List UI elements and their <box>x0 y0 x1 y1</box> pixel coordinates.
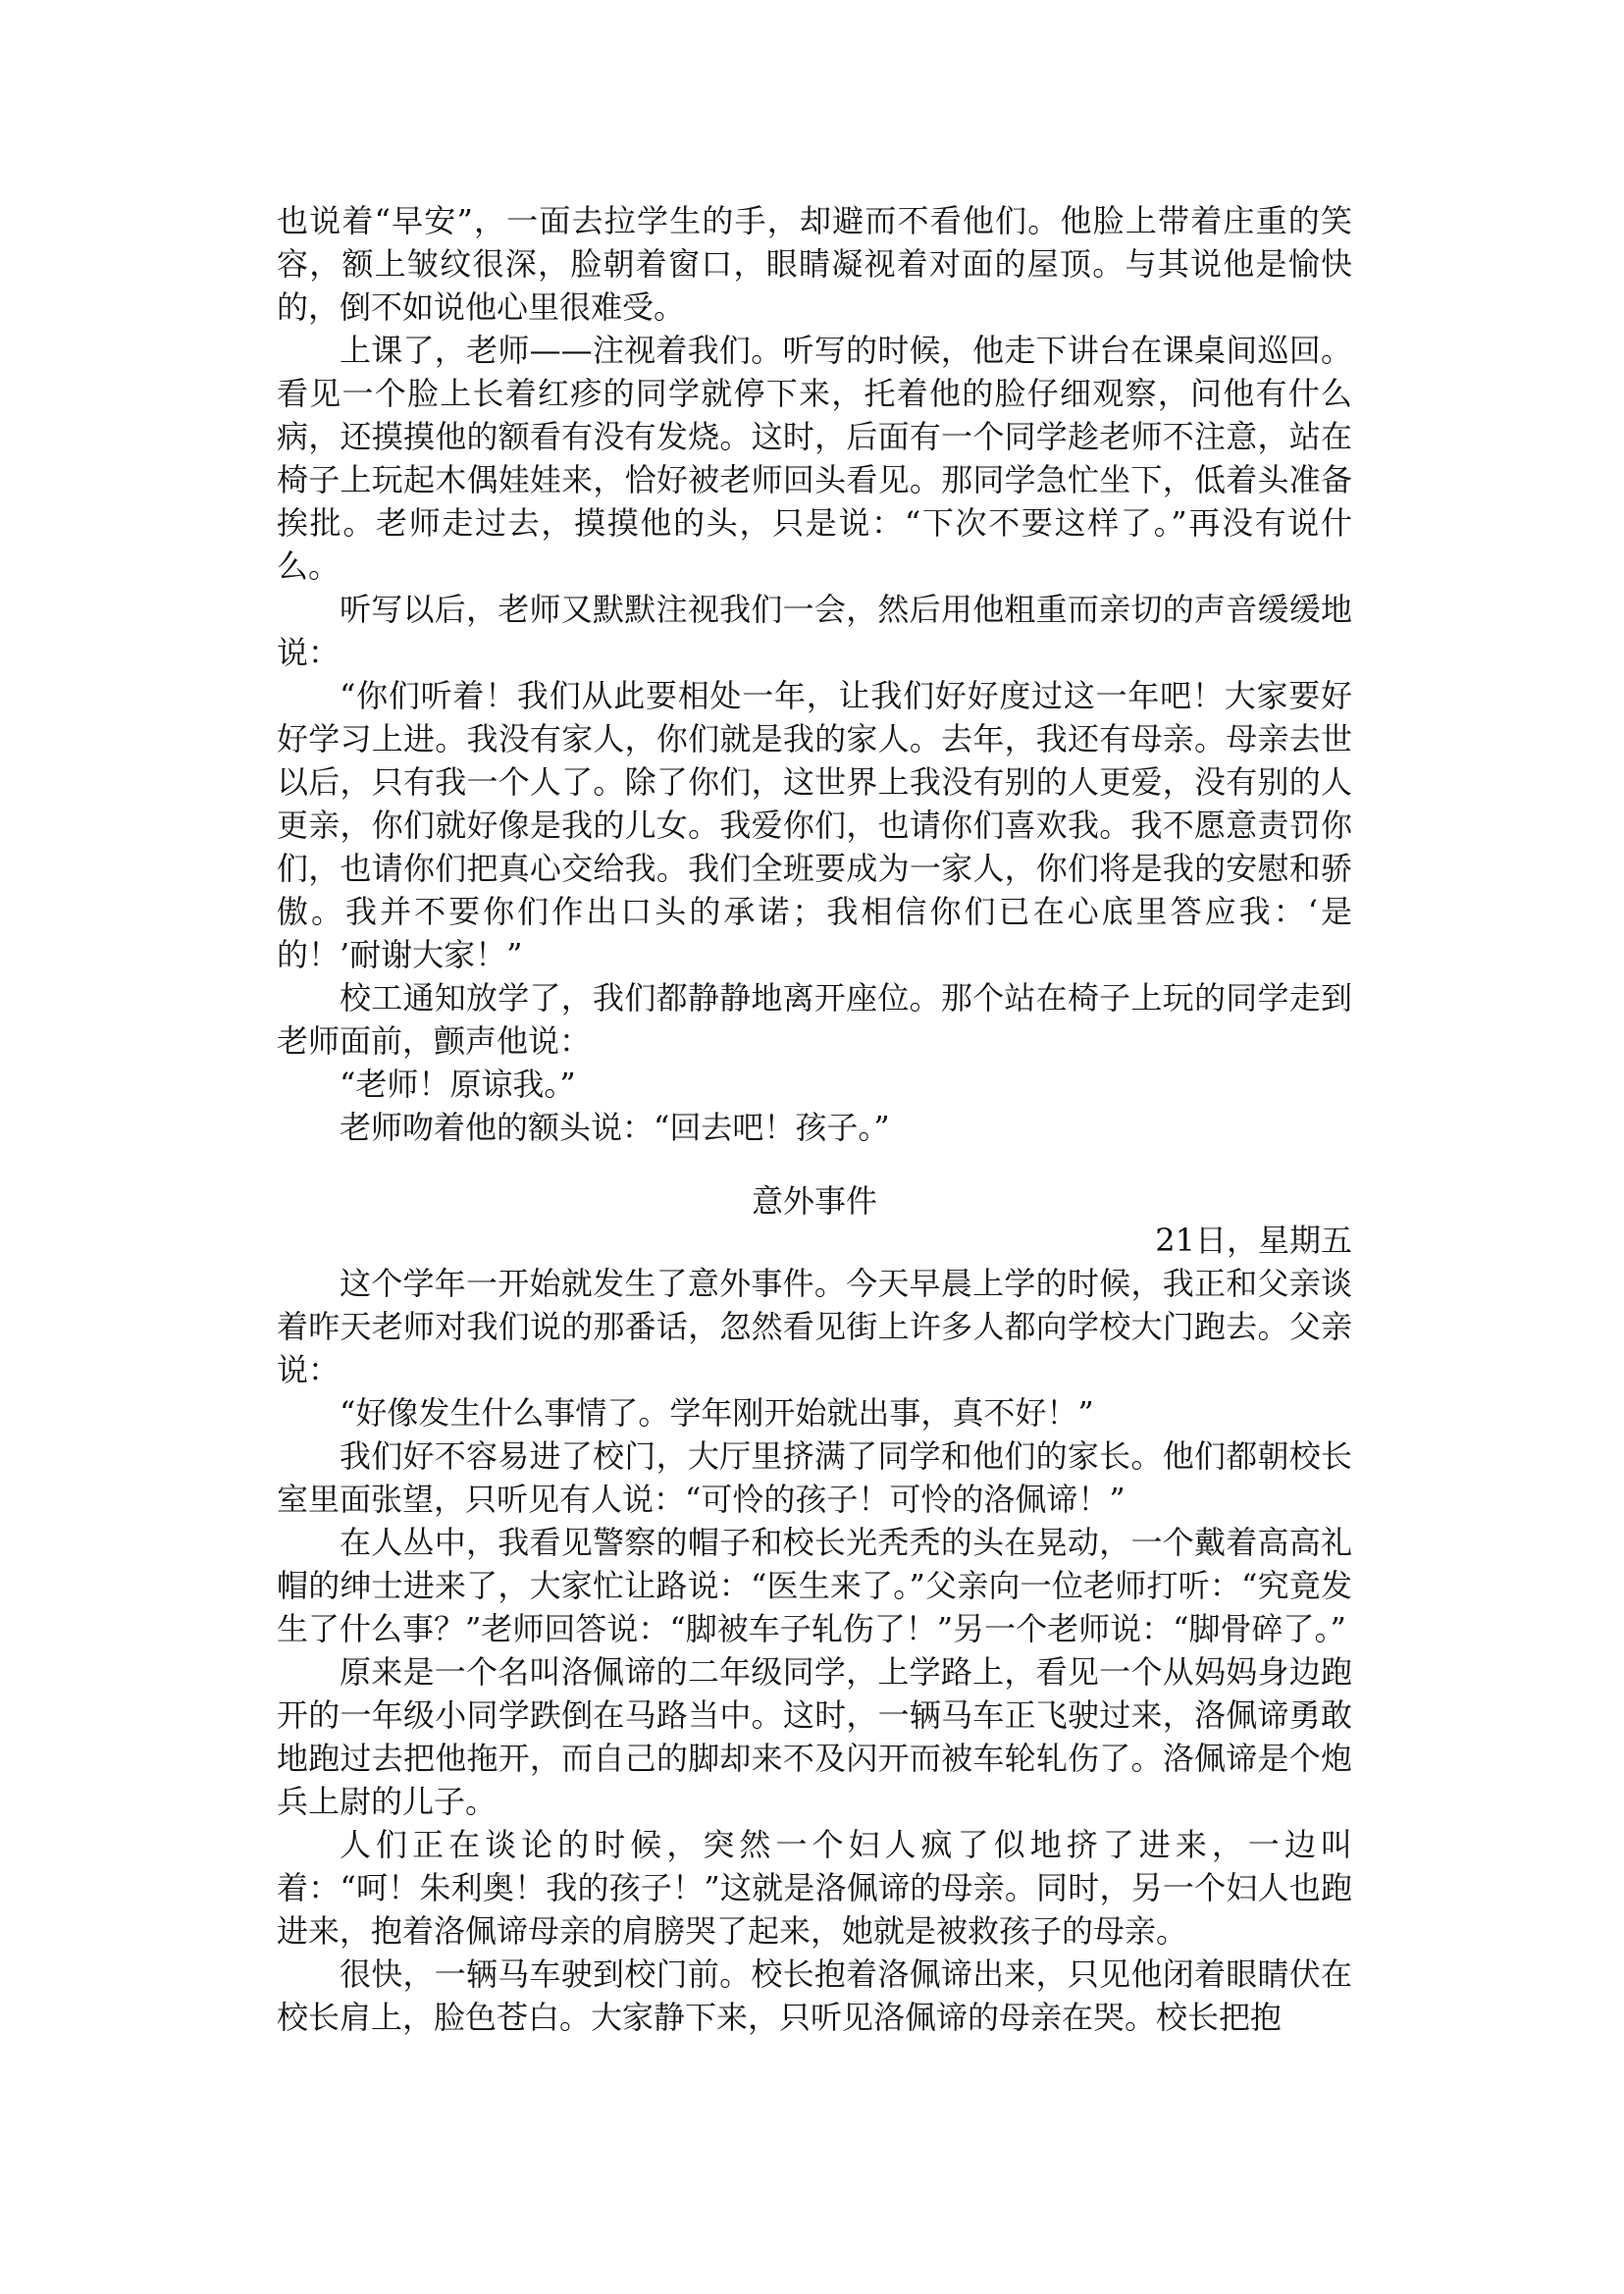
paragraph: “你们听着！我们从此要相处一年，让我们好好度过这一年吧！大家要好好学习上进。我没有家人，你们就是我的家人。去年，我还有母亲。母亲去世以后，只有我一个人了。除了你们，这世界上我没有别的人更爱，没有别的人更亲，你们就好像是我的儿女。我爱你们，也请你们喜欢我。我不愿意责罚你们，也请你们把真心交给我。我们全班要成为一家人，你们将是我的安慰和骄傲。我并不要你们作出口头的承诺；我相信你们已在心底里答应我：‘是的！’耐谢大家！” <box>277 677 1352 973</box>
paragraph: 很快，一辆马车驶到校门前。校长抱着洛佩谛出来，只见他闭着眼睛伏在校长肩上，脸色苍白。大家静下来，只听见洛佩谛的母亲在哭。校长把抱 <box>277 1955 1352 2036</box>
paragraph: 也说着“早安”，一面去拉学生的手，却避而不看他们。他脸上带着庄重的笑容，额上皱纹很深，脸朝着窗口，眼睛凝视着对面的屋顶。与其说他是愉快的，倒不如说他心里很难受。 <box>277 202 1352 326</box>
section-date: 21日，星期五 <box>1155 1222 1352 1259</box>
paragraph: 在人丛中，我看见警察的帽子和校长光秃秃的头在晃动，一个戴着高高礼帽的绅士进来了，大家忙让路说：“医生来了。”父亲向一位老师打听：“究竟发生了什么事？”老师回答说：“脚被车子轧伤了！”另一个老师说：“脚骨碎了。” <box>277 1524 1352 1647</box>
paragraph: 校工通知放学了，我们都静静地离开座位。那个站在椅子上玩的同学走到老师面前，颤声他说： <box>277 979 1352 1060</box>
paragraph: 我们好不容易进了校门，大厅里挤满了同学和他们的家长。他们都朝校长室里面张望，只听见有人说：“可怜的孩子！可怜的洛佩谛！” <box>277 1437 1352 1518</box>
paragraph: 上课了，老师——注视着我们。听写的时候，他走下讲台在课桌间巡回。看见一个脸上长着红疹的同学就停下来，托着他的脸仔细观察，问他有什么病，还摸摸他的额看有没有发烧。这时，后面有一个同学趁老师不注意，站在椅子上玩起木偶娃娃来，恰好被老师回头看见。那同学急忙坐下，低着头准备挨批。老师走过去，摸摸他的头，只是说：“下次不要这样了。”再没有说什么。 <box>277 332 1352 585</box>
section-teacher-speech <box>277 199 1352 1149</box>
paragraph: 原来是一个名叫洛佩谛的二年级同学，上学路上，看见一个从妈妈身边跑开的一年级小同学跌倒在马路当中。这时，一辆马车正飞驶过来，洛佩谛勇敢地跑过去把他拖开，而自己的脚却来不及闪开而被车轮轧伤了。洛佩谛是个炮兵上尉的儿子。 <box>277 1653 1352 1820</box>
document-page <box>277 199 1352 2039</box>
paragraph: “老师！原谅我。” <box>340 1066 576 1103</box>
section-title: 意外事件 <box>751 1182 877 1220</box>
paragraph: 听写以后，老师又默默注视我们一会，然后用他粗重而亲切的声音缓缓地说： <box>277 591 1352 671</box>
section-accident <box>277 1182 1352 2039</box>
paragraph: “好像发生什么事情了。学年刚开始就出事，真不好！” <box>340 1394 1094 1432</box>
paragraph: 老师吻着他的额头说：“回去吧！孩子。” <box>340 1109 890 1146</box>
paragraph: 人们正在谈论的时候，突然一个妇人疯了似地挤了进来，一边叫着：“呵！朱利奥！我的孩子！”这就是洛佩谛的母亲。同时，另一个妇人也跑进来，抱着洛佩谛母亲的肩膀哭了起来，她就是被救孩子的母亲。 <box>277 1826 1352 1950</box>
paragraph: 这个学年一开始就发生了意外事件。今天早晨上学的时候，我正和父亲谈着昨天老师对我们说的那番话，忽然看见街上许多人都向学校大门跑去。父亲说： <box>277 1265 1352 1388</box>
